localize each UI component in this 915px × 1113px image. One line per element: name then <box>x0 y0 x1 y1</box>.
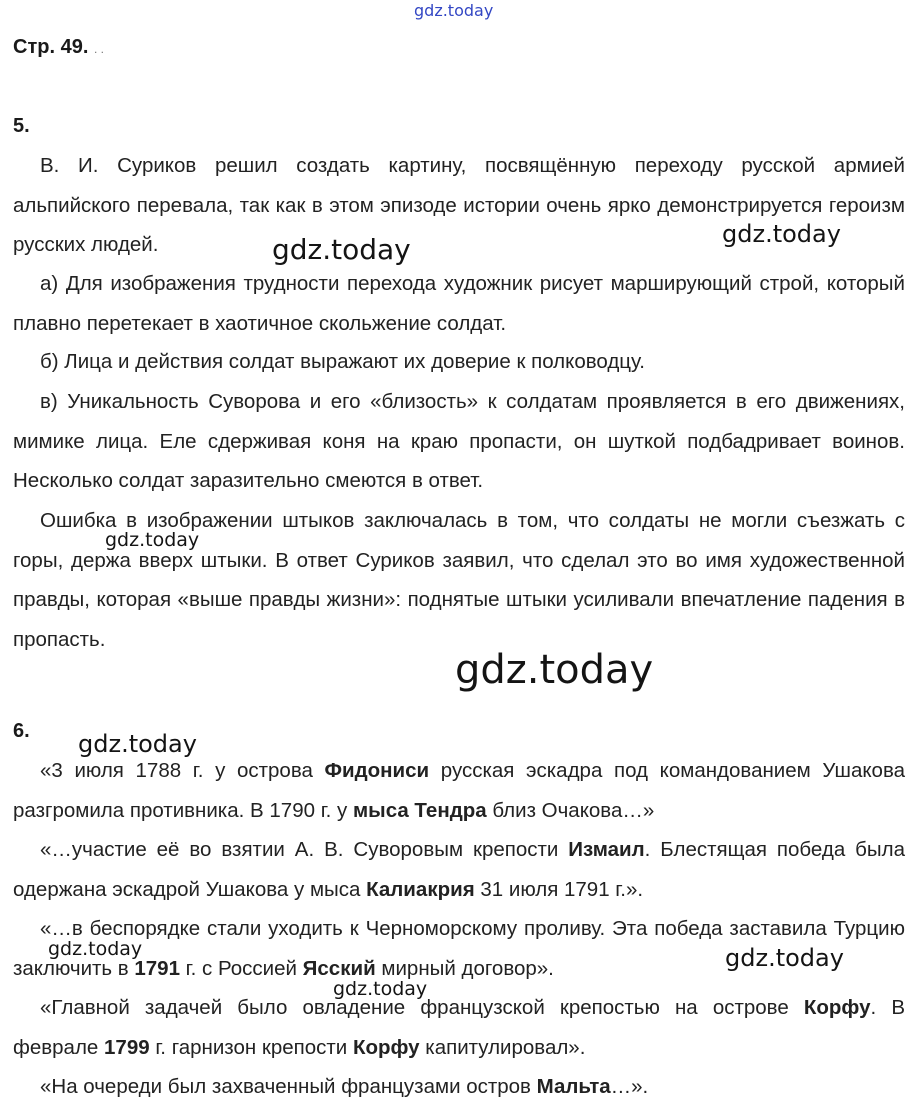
task-6-quote-5 <box>13 1067 905 1107</box>
watermark: gdz.today <box>722 220 841 248</box>
quote-3-text-1: «…в беспорядке стали уходить к Черноморскому проливу. Эта победа заставила Турцию заключить в <box>13 917 905 980</box>
watermark: gdz.today <box>48 938 143 960</box>
quote-5-text-1: «На очереди был захваченный французами остров <box>40 1075 537 1098</box>
term-izmail: Измаил <box>568 838 645 861</box>
term-malta: Мальта <box>536 1075 611 1098</box>
quote-3-text-2: г. с Россией <box>179 956 303 980</box>
watermark: gdz.today <box>272 233 411 266</box>
page-reference-dots: . . <box>93 42 104 56</box>
quote-4-text-3: г. гарнизон крепости <box>149 1035 353 1059</box>
watermark: gdz.today <box>105 529 200 551</box>
quote-1-text-3: близ Очакова…» <box>486 798 655 822</box>
term-1799: 1799 <box>104 1035 150 1059</box>
watermark: gdz.today <box>78 730 197 758</box>
task-5-paragraph-b <box>13 342 905 382</box>
task-6-quote-2 <box>13 830 905 909</box>
quote-1-text-2: русская эскадра под командованием Ушакова разгромила противника. В 1790 г. у <box>13 759 906 822</box>
task-5-paragraph-error-text: Ошибка в изображении штыков заключалась в том, что солдаты не могли съезжать с горы, держа вверх штыки. В ответ Суриков заявил, что сделал это во имя художественной правды, которая «выше правды жизни»: поднятые штыки усиливали впечатление падения в пропасть. <box>13 509 905 651</box>
task-6-quote-4 <box>13 988 905 1067</box>
task-5-paragraph-v-text: в) Уникальность Суворова и его «близость» к солдатам проявляется в его движениях, мимике лица. Еле сдерживая коня на краю пропасти, он шуткой подбадривает воинов. Несколько солдат заразительно смеются в ответ. <box>13 390 905 492</box>
term-1791: 1791 <box>134 956 180 980</box>
task-5-paragraph-v <box>13 382 905 501</box>
quote-5-text-2: …». <box>610 1075 649 1098</box>
task-5-paragraph-b-text: б) Лица и действия солдат выражают их доверие к полководцу. <box>40 350 645 373</box>
task-6-quote-1 <box>13 751 905 830</box>
term-fidonisi: Фидониси <box>324 759 430 782</box>
watermark: gdz.today <box>725 944 844 972</box>
task-6-number: 6. <box>13 720 30 742</box>
term-yassky: Ясский <box>302 956 376 980</box>
quote-4-text-2: . В феврале <box>13 996 905 1059</box>
quote-3-text-3: мирный договор». <box>375 956 554 980</box>
task-5-number: 5. <box>13 115 30 137</box>
watermark: gdz.today <box>333 978 428 1000</box>
task-5-paragraph-a-text: а) Для изображения трудности перехода художник рисует марширующий строй, который плавно перетекает в хаотичное скольжение солдат. <box>13 272 905 335</box>
term-tendra: мыса Тендра <box>353 798 487 822</box>
task-5-paragraph-error <box>13 501 905 659</box>
quote-2-text-2: . Блестящая победа была одержана эскадрой Ушакова у мыса <box>13 838 905 901</box>
watermark: gdz.today <box>455 647 654 693</box>
quote-2-text-1: «…участие её во взятии А. В. Суворовым крепости <box>40 838 569 861</box>
quote-1-text-1: «3 июля 1788 г. у острова <box>40 759 325 782</box>
task-5-paragraph-a <box>13 264 905 343</box>
task-5-paragraph-1-text: В. И. Суриков решил создать картину, посвящённую переходу русской армией альпийского перевала, так как в этом эпизоде истории очень ярко демонстрируется героизм русских людей. <box>13 154 905 256</box>
watermark-top: gdz.today <box>414 1 494 20</box>
page-reference-text: Стр. 49. <box>13 36 89 58</box>
quote-4-text-4: капитулировал». <box>419 1035 586 1059</box>
term-korfu-2: Корфу <box>352 1035 420 1059</box>
page-reference <box>13 36 104 59</box>
quote-2-text-3: 31 июля 1791 г.». <box>474 877 644 901</box>
term-kaliakria: Калиакрия <box>366 877 475 901</box>
term-korfu: Корфу <box>803 996 871 1019</box>
quote-4-text-1: «Главной задачей было овладение французской крепостью на острове <box>40 996 804 1019</box>
